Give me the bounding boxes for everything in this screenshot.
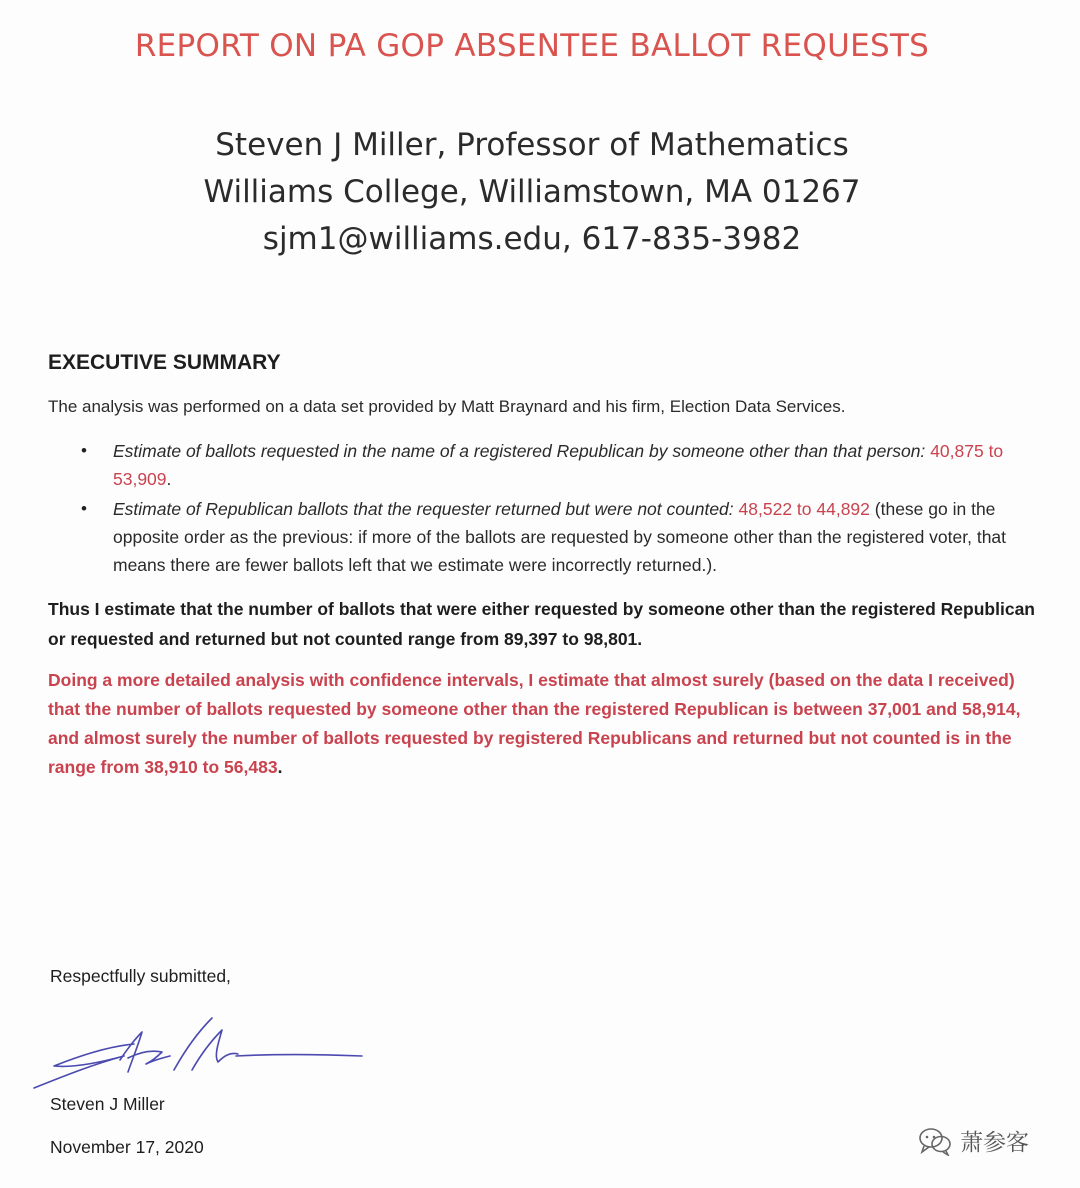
author-affiliation-line: Williams College, Williamstown, MA 01267	[203, 174, 861, 210]
estimate-list	[78, 437, 1028, 581]
detailed-analysis-paragraph	[48, 666, 1038, 782]
bullet-italic-text: Estimate of Republican ballots that the requester returned but were not counted:	[113, 499, 734, 519]
bullet-after-text: (these go in the opposite order as the previous: if more of the ballots are requested by someone other than the registered voter, that means there are fewer ballots left that we estimate were incorrectly returned.).	[113, 499, 1007, 575]
watermark-text: 萧参客	[960, 1130, 1029, 1156]
bullet-after-text: .	[166, 469, 172, 489]
executive-summary-heading: EXECUTIVE SUMMARY	[48, 351, 281, 374]
conclusion-paragraph: Thus I estimate that the number of ballots that were either requested by someone other than the registered Republican or requested and returned but not counted range from 89,397 to 98,801.	[48, 599, 1035, 649]
author-contact-line: sjm1@williams.edu, 617-835-3982	[262, 221, 802, 257]
signature-image	[24, 1012, 374, 1094]
author-name-line: Steven J Miller, Professor of Mathematics	[215, 127, 849, 163]
list-item	[78, 495, 1028, 579]
author-block	[0, 122, 1064, 263]
bullet-range: 48,522 to 44,892	[738, 499, 870, 519]
closing-line: Respectfully submitted,	[50, 966, 231, 986]
list-item	[78, 437, 1028, 493]
watermark	[918, 1124, 1029, 1157]
signer-name: Steven J Miller	[50, 1094, 165, 1114]
bullet-icon: •	[81, 441, 87, 460]
bullet-range: 40,875 to 53,909	[113, 441, 1004, 489]
document-date: November 17, 2020	[50, 1137, 204, 1157]
bullet-icon: •	[81, 499, 87, 518]
bullet-italic-text: Estimate of ballots requested in the name of a registered Republican by someone other than that person:	[113, 441, 926, 461]
detailed-analysis-period: .	[277, 757, 283, 777]
report-title: REPORT ON PA GOP ABSENTEE BALLOT REQUESTS	[134, 28, 930, 64]
intro-paragraph: The analysis was performed on a data set provided by Matt Braynard and his firm, Election Data Services.	[48, 397, 846, 416]
detailed-analysis-text: Doing a more detailed analysis with confidence intervals, I estimate that almost surely (based on the data I received) that the number of ballots requested by someone other than the registered Republican is between 37,001 and 58,914, and almost surely the number of ballots requested by registered Republicans and returned but not counted is in the range from 38,910 to 56,483	[48, 670, 1021, 777]
wechat-icon	[918, 1126, 952, 1156]
